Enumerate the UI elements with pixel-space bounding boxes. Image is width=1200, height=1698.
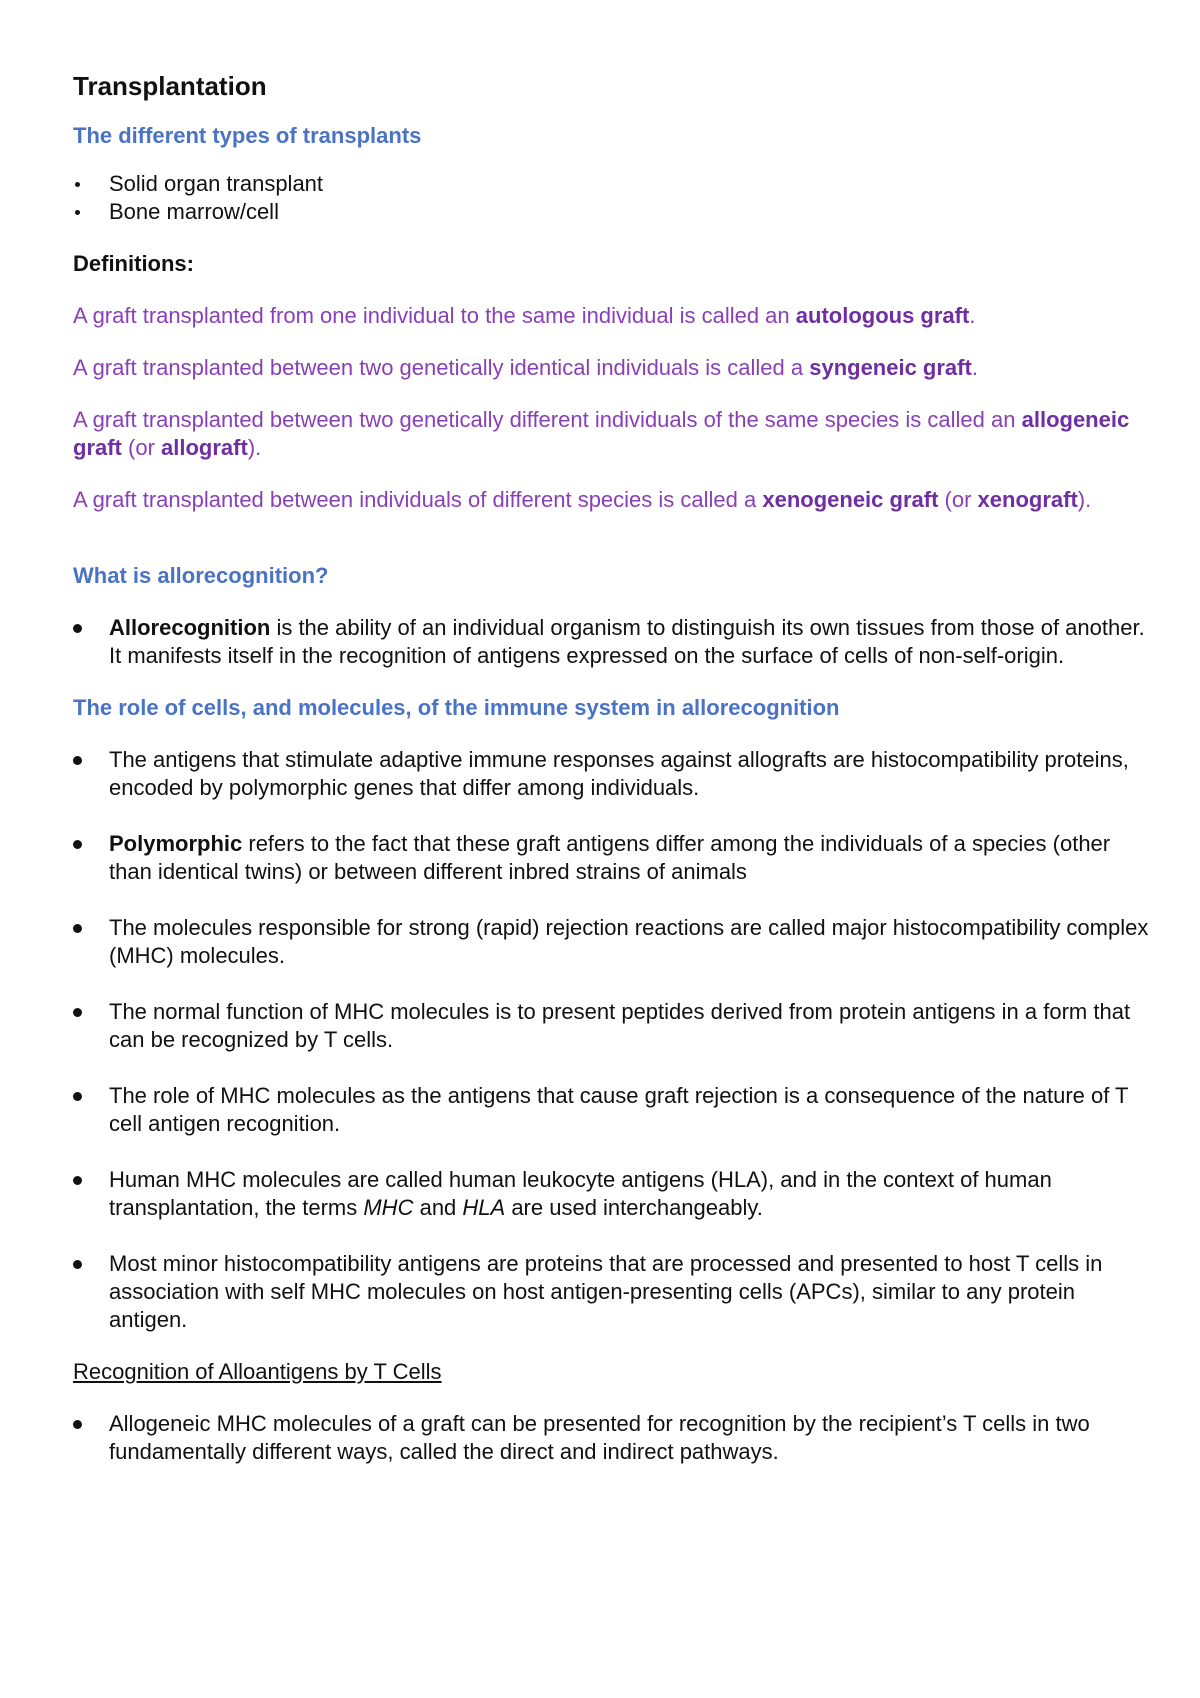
- list-item: [73, 614, 1153, 670]
- section-heading-role: The role of cells, and molecules, of the immune system in allorecognition: [73, 695, 840, 720]
- role-list: [73, 746, 1153, 1334]
- definition-syngeneic: [73, 354, 1153, 382]
- list-item: [73, 830, 1153, 886]
- document-page: [73, 70, 1153, 1466]
- definitions-label: Definitions:: [73, 251, 194, 276]
- term-bold: Allorecognition: [109, 615, 271, 640]
- section-heading-transplant-types: The different types of transplants: [73, 123, 422, 148]
- definition-text: (or: [938, 487, 978, 512]
- definition-term: syngeneic graft: [809, 355, 972, 380]
- definition-autologous: [73, 302, 1153, 330]
- item-text: is the ability of an individual organism to distinguish its own tissues from those of another. It manifests itself in the recognition of antigens expressed on the surface of cells of non-self-origin.: [109, 615, 1145, 668]
- definition-xenogeneic: [73, 486, 1153, 514]
- definition-text: ).: [1077, 487, 1092, 512]
- definition-text: .: [969, 303, 976, 328]
- list-item: The molecules responsible for strong (rapid) rejection reactions are called major histocompatibility complex (MHC) molecules.: [73, 914, 1153, 970]
- term-bold: Polymorphic: [109, 831, 243, 856]
- definition-text: (or: [121, 435, 162, 460]
- section-heading-allorecognition: What is allorecognition?: [73, 563, 329, 588]
- definition-text: A graft transplanted between two genetically different individuals of the same species is called an: [73, 407, 1022, 432]
- definition-text: A graft transplanted from one individual to the same individual is called an: [73, 303, 796, 328]
- term-italic: HLA: [462, 1195, 506, 1220]
- page-title: Transplantation: [73, 71, 267, 101]
- definition-term: autologous graft: [795, 303, 970, 328]
- list-item: [73, 1166, 1153, 1222]
- definition-text: ).: [247, 435, 262, 460]
- definition-text: A graft transplanted between individuals of different species is called a: [73, 487, 763, 512]
- allorecognition-list: [73, 614, 1153, 670]
- item-text: and: [413, 1195, 463, 1220]
- definition-term: xenogeneic graft: [762, 487, 939, 512]
- list-item: The normal function of MHC molecules is to present peptides derived from protein antigens in a form that can be recognized by T cells.: [73, 998, 1153, 1054]
- list-item: The role of MHC molecules as the antigens that cause graft rejection is a consequence of the nature of T cell antigen recognition.: [73, 1082, 1153, 1138]
- item-text: refers to the fact that these graft antigens differ among the individuals of a species (other than identical twins) or between different inbred strains of animals: [109, 831, 1111, 884]
- list-item: Bone marrow/cell: [73, 198, 1153, 226]
- item-text: Human MHC molecules are called human leukocyte antigens (HLA), and in the context of human transplantation, the terms: [109, 1167, 1052, 1220]
- recognition-list: [73, 1410, 1153, 1466]
- definition-term: allogeneic graft: [73, 407, 1130, 460]
- list-item: Solid organ transplant: [73, 170, 1153, 198]
- definition-allogeneic: [73, 406, 1153, 462]
- list-item: Most minor histocompatibility antigens are proteins that are processed and presented to host T cells in association with self MHC molecules on host antigen-presenting cells (APCs), similar to any protein antigen.: [73, 1250, 1153, 1334]
- list-item: The antigens that stimulate adaptive immune responses against allografts are histocompatibility proteins, encoded by polymorphic genes that differ among individuals.: [73, 746, 1153, 802]
- list-item: Allogeneic MHC molecules of a graft can be presented for recognition by the recipient’s T cells in two fundamentally different ways, called the direct and indirect pathways.: [73, 1410, 1153, 1466]
- item-text: are used interchangeably.: [505, 1195, 763, 1220]
- definition-text: A graft transplanted between two genetically identical individuals is called a: [73, 355, 810, 380]
- term-italic: MHC: [363, 1195, 414, 1220]
- transplant-types-list: [73, 170, 1153, 226]
- definition-text: .: [971, 355, 978, 380]
- definition-term: allograft: [161, 435, 248, 460]
- definition-term: xenograft: [977, 487, 1078, 512]
- section-heading-recognition: Recognition of Alloantigens by T Cells: [73, 1359, 442, 1384]
